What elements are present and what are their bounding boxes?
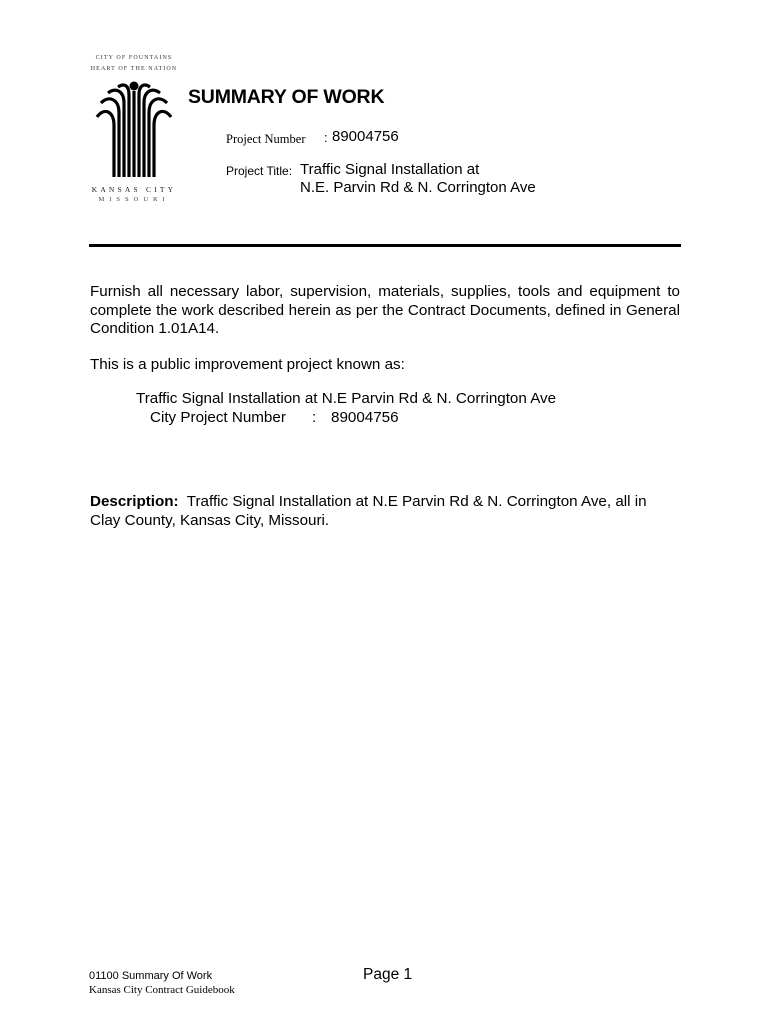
city-project-number-colon: :	[312, 409, 317, 426]
logo-city-name: KANSAS CITY	[91, 185, 177, 194]
header-divider	[89, 244, 681, 247]
footer-section-name: 01100 Summary Of Work	[89, 970, 213, 982]
project-number-label: Project Number	[226, 132, 306, 146]
project-title-line-1: Traffic Signal Installation at	[300, 161, 480, 178]
project-number-value: 89004756	[332, 128, 399, 145]
description-paragraph	[90, 492, 680, 530]
page-number: Page 1	[363, 966, 413, 983]
project-name: Traffic Signal Installation at N.E Parvin Rd & N. Corrington Ave	[136, 390, 557, 407]
footer-guidebook-name: Kansas City Contract Guidebook	[89, 984, 235, 996]
kansas-city-logo	[88, 55, 180, 207]
city-project-number-value: 89004756	[331, 409, 399, 426]
project-known-as-text: This is a public improvement project known as:	[90, 356, 405, 373]
logo-tagline-1: CITY OF FOUNTAINS	[95, 55, 173, 61]
fountain-icon	[94, 77, 174, 181]
document-title: SUMMARY OF WORK	[188, 86, 385, 108]
logo-state-name: MISSOURI	[98, 196, 170, 203]
logo-tagline-2: HEART OF THE NATION	[90, 66, 178, 72]
scope-paragraph: Furnish all necessary labor, supervision, materials, supplies, tools and equipment to complete the work described herein as per the Contract Documents, defined in General Condition 1.01A14.	[90, 283, 680, 337]
project-number-colon: :	[324, 130, 328, 145]
description-text: Traffic Signal Installation at N.E Parvin Rd & N. Corrington Ave, all in Clay County, Kansas City, Missouri.	[90, 493, 647, 529]
project-title-label: Project Title:	[226, 164, 293, 178]
project-title-line-2: N.E. Parvin Rd & N. Corrington Ave	[300, 179, 536, 196]
description-label: Description:	[90, 493, 179, 510]
city-project-number-label: City Project Number	[150, 409, 286, 426]
